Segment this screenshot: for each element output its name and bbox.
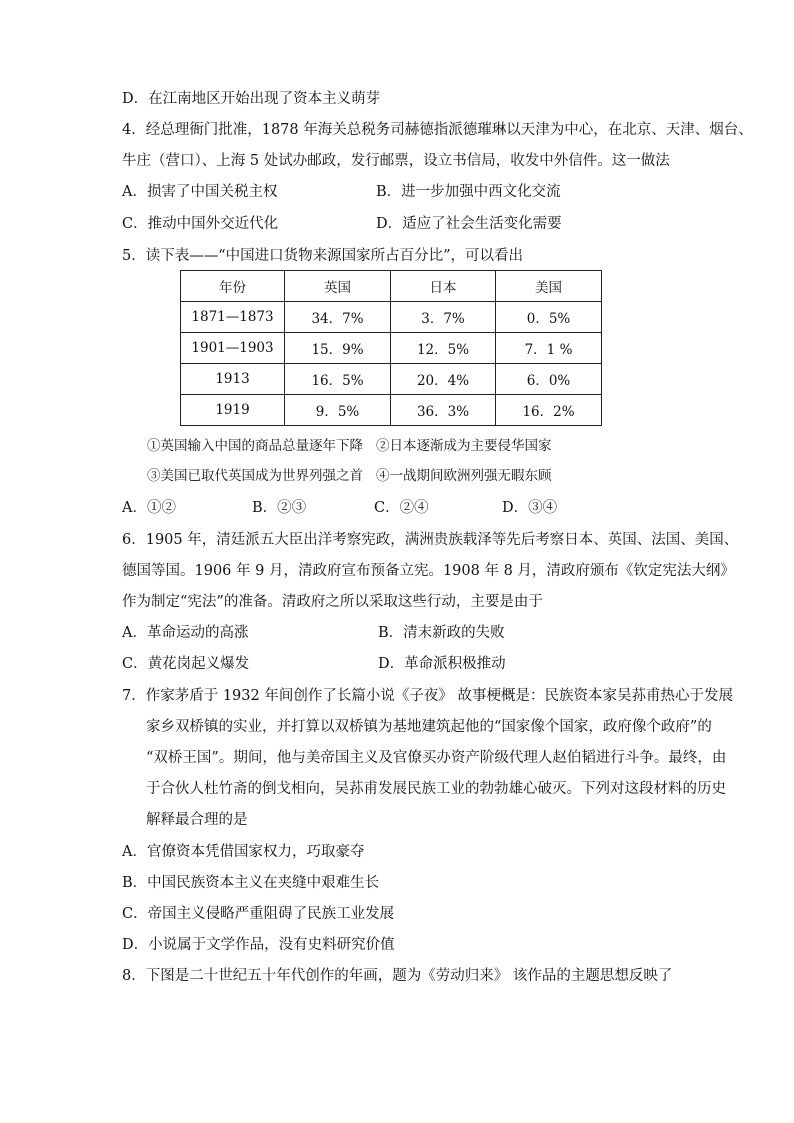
- table-header-cell: 美国: [496, 271, 602, 302]
- q5-option-d: D．③④: [502, 500, 558, 516]
- q4-option-c: C．推动中国外交近代化: [122, 216, 279, 232]
- q7-stem-line-5: 解释最合理的是: [146, 812, 248, 828]
- q7-stem-line-1: 7．作家茅盾于 1932 年间创作了长篇小说《子夜》 故事梗概是：民族资本家吴荪甫热心于发展: [122, 688, 733, 704]
- q6-option-b: B．清末新政的失败: [378, 625, 505, 641]
- q6-stem-line-1: 6．1905 年，清廷派五大臣出洋考察宪政，满洲贵族载泽等先后考察日本、英国、法国、美国、: [122, 532, 739, 548]
- q5-option-a: A．①②: [122, 500, 176, 516]
- table-row: [181, 333, 602, 364]
- q5-option-b: B．②③: [252, 500, 307, 516]
- q7-stem-line-2: 家乡双桥镇的实业，并打算以双桥镇为基地建筑起他的“国家像个国家，政府像个政府”的: [146, 719, 712, 735]
- q5-option-c: C．②④: [374, 500, 429, 516]
- table-cell: 9．5%: [285, 395, 391, 426]
- q4-stem-line-2: 牛庄（营口）、上海 5 处试办邮政，发行邮票，设立书信局，收发中外信件。这一做法: [122, 153, 670, 169]
- q7-stem-line-4: 于合伙人杜竹斋的倒戈相向，吴荪甫发展民族工业的勃勃雄心破灭。下列对这段材料的历史: [146, 781, 726, 797]
- table-cell: 36．3%: [391, 395, 496, 426]
- table-header-cell: 英国: [285, 271, 391, 302]
- q4-option-b: B．进一步加强中西文化交流: [376, 184, 561, 200]
- q6-option-c: C．黄花岗起义爆发: [122, 656, 250, 672]
- q7-option-b: B．中国民族资本主义在夹缝中艰难生长: [122, 875, 380, 891]
- table-cell: 20．4%: [391, 364, 496, 395]
- q5-statement-4: ④一战期间欧洲列强无暇东顾: [376, 468, 552, 484]
- q4-option-d: D．适应了社会生活变化需要: [376, 216, 562, 232]
- table-cell: 7．1 %: [496, 333, 602, 364]
- table-header-cell: 年份: [181, 271, 285, 302]
- table-cell: 12．5%: [391, 333, 496, 364]
- q8-stem: 8．下图是二十世纪五十年代创作的年画，题为《劳动归来》 该作品的主题思想反映了: [122, 968, 673, 984]
- q7-option-d: D．小说属于文学作品，没有史料研究价值: [122, 937, 395, 953]
- table-cell: 0．5%: [496, 302, 602, 333]
- q6-stem-line-3: 作为制定“宪法”的准备。清政府之所以采取这些行动，主要是由于: [122, 594, 543, 610]
- table-row: [181, 364, 602, 395]
- table-cell: 34．7%: [285, 302, 391, 333]
- table-cell: 1901—1903: [181, 333, 285, 364]
- table-cell: 3．7%: [391, 302, 496, 333]
- q3-option-d: D．在江南地区开始出现了资本主义萌芽: [122, 91, 381, 107]
- q7-option-a: A．官僚资本凭借国家权力，巧取豪夺: [122, 844, 365, 860]
- table-header-cell: 日本: [391, 271, 496, 302]
- q5-statement-2: ②日本逐渐成为主要侵华国家: [376, 438, 552, 454]
- table-cell: 1913: [181, 364, 285, 395]
- table-header-row: [181, 271, 602, 302]
- q6-option-a: A．革命运动的高涨: [122, 625, 249, 641]
- q7-option-c: C．帝国主义侵略严重阻碍了民族工业发展: [122, 906, 395, 922]
- import-source-table: [180, 270, 602, 426]
- table-cell: 1871—1873: [181, 302, 285, 333]
- table-cell: 1919: [181, 395, 285, 426]
- q6-stem-line-2: 德国等国。1906 年 9 月，清政府宣布预备立宪。1908 年 8 月，清政府颁布《钦定宪法大纲》: [122, 563, 735, 579]
- table-cell: 15．9%: [285, 333, 391, 364]
- table-cell: 16．5%: [285, 364, 391, 395]
- table-cell: 16．2%: [496, 395, 602, 426]
- table-row: [181, 302, 602, 333]
- q5-statement-1: ①英国输入中国的商品总量逐年下降: [147, 438, 363, 454]
- table-cell: 6．0%: [496, 364, 602, 395]
- q4-option-a: A．损害了中国关税主权: [122, 184, 278, 200]
- q5-statement-3: ③美国已取代英国成为世界列强之首: [147, 468, 363, 484]
- q4-stem-line-1: 4．经总理衙门批准，1878 年海关总税务司赫德指派德璀琳以天津为中心，在北京、天津、烟台、: [122, 122, 753, 138]
- q6-option-d: D．革命派积极推动: [378, 656, 506, 672]
- q7-stem-line-3: “双桥王国”。期间，他与美帝国主义及官僚买办资产阶级代理人赵伯韬进行斗争。最终，由: [146, 750, 727, 766]
- q5-stem: 5．读下表——“中国进口货物来源国家所占百分比”，可以看出: [122, 248, 524, 264]
- table-row: [181, 395, 602, 426]
